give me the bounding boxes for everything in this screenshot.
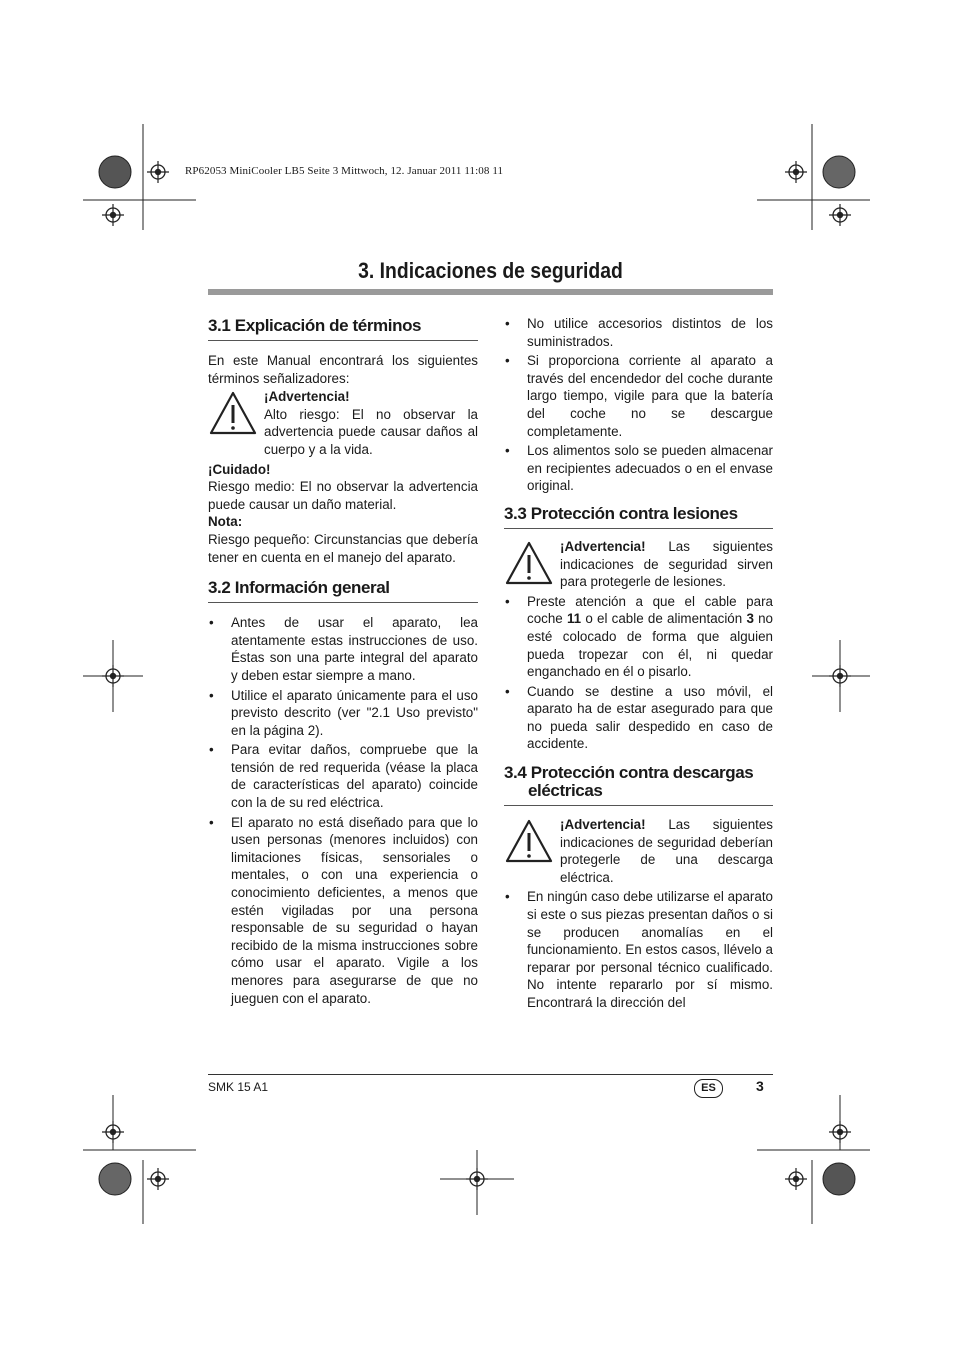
model-number: SMK 15 A1 [208,1080,269,1094]
note-label: Nota: [208,514,243,530]
warning-label: ¡Advertencia! [264,389,350,405]
general-info-list-continued [504,315,773,495]
footer-rule [208,1074,773,1075]
note-text: Riesgo pequeño: Circunstancias que debería tener en cuenta en el manejo del aparato. [208,531,478,565]
heading-line: 3.4 Protección contra descargas [504,763,754,783]
warning-text: Las siguientes indicaciones de seguridad sirven para protegerle de lesiones. [560,538,773,590]
section-heading-3-1: 3.1 Explicación de términos [208,316,478,341]
list-item: • El aparato no está diseñado para que lo usen personas (menores incluidos) con limitaciones físicas, sensoriales o mentales, o con una experiencia o conocimiento deficientes, a menos que estén vigiladas por una persona responsable de su seguridad o hayan recibido de la misma instrucciones sobre cómo usar el aparato. Vigile a los menores para asegurarse de que no jueguen con el aparato. [208,814,478,1008]
warning-label: ¡Advertencia! [560,538,646,554]
injury-protection-list [504,593,773,753]
list-text: no esté colocado de forma que alguien pueda tropezar con él, ni quedar enganchado en él o pisarlo. [527,611,774,680]
section-heading-3-3: 3.3 Protección contra lesiones [504,504,773,529]
list-item: • Los alimentos solo se pueden almacenar en recipientes adecuados o en el envase original. [504,442,773,495]
list-item [504,593,773,681]
section-heading-3-4 [504,764,773,806]
warning-block [504,538,773,591]
warning-triangle-icon [504,818,554,864]
warning-label: ¡Advertencia! [560,817,646,833]
warning-triangle-icon [208,390,258,436]
electric-protection-list [504,888,773,1011]
section-intro: En este Manual encontrará los siguientes términos señalizadores: [208,353,478,386]
warning-triangle-icon [504,540,554,586]
warning-text: Las siguientes indicaciones de seguridad deberían protegerle de una descarga eléctrica. [560,817,773,885]
right-column [504,315,773,1014]
list-item: • Cuando se destine a uso móvil, el aparato ha de estar asegurado para que no pueda salir despedido en caso de accidente. [504,683,773,753]
caution-label: ¡Cuidado! [208,461,271,477]
page-title: 3. Indicaciones de seguridad [358,258,623,283]
warning-block [504,816,773,886]
warning-text: Alto riesgo: El no observar la advertencia puede causar daños al cuerpo y a la vida. [264,406,478,457]
left-column [208,316,478,1009]
general-info-list [208,614,478,1007]
list-item: • Para evitar daños, compruebe que la tensión de red requerida (véase la placa de características del aparato) coincide con la de su red eléctrica. [208,741,478,811]
caution-text: Riesgo medio: El no observar la advertencia puede causar un daño material. [208,479,478,512]
warning-block [208,388,478,458]
print-meta-line: RP62053 MiniCooler LB5 Seite 3 Mittwoch, 12. Januar 2011 11:08 11 [185,165,504,177]
list-item: • En ningún caso debe utilizarse el aparato si este o sus piezas presentan daños o si se producen anomalías en el funcionamiento. En estos casos, llévelo a reparar por personal técnico cualificado. No intente repararlo por sí mismo. Encontrará la dirección del [504,888,773,1011]
language-badge: ES [694,1079,723,1098]
list-text: o el cable de alimentación [581,611,747,627]
list-item: • Utilice el aparato únicamente para el uso previsto descrito (ver "2.1 Uso previsto" en la página 2). [208,687,478,740]
list-item: • No utilice accesorios distintos de los suministrados. [504,315,773,350]
list-text: Preste atención a que el cable para coche [527,593,773,627]
page-number: 3 [756,1078,764,1094]
heading-line: eléctricas [528,781,603,801]
part-number: 11 [566,611,582,627]
part-number: 3 [746,611,754,627]
list-item: • Si proporciona corriente al aparato a través del encendedor del coche durante largo tiempo, vigile para que la batería del coche no se descargue completamente. [504,352,773,440]
title-underline [208,289,773,295]
section-heading-3-2: 3.2 Información general [208,578,478,603]
list-item: • Antes de usar el aparato, lea atentamente estas instrucciones de uso. Éstas son una parte integral del aparato y deben estar siempre a mano. [208,614,478,684]
